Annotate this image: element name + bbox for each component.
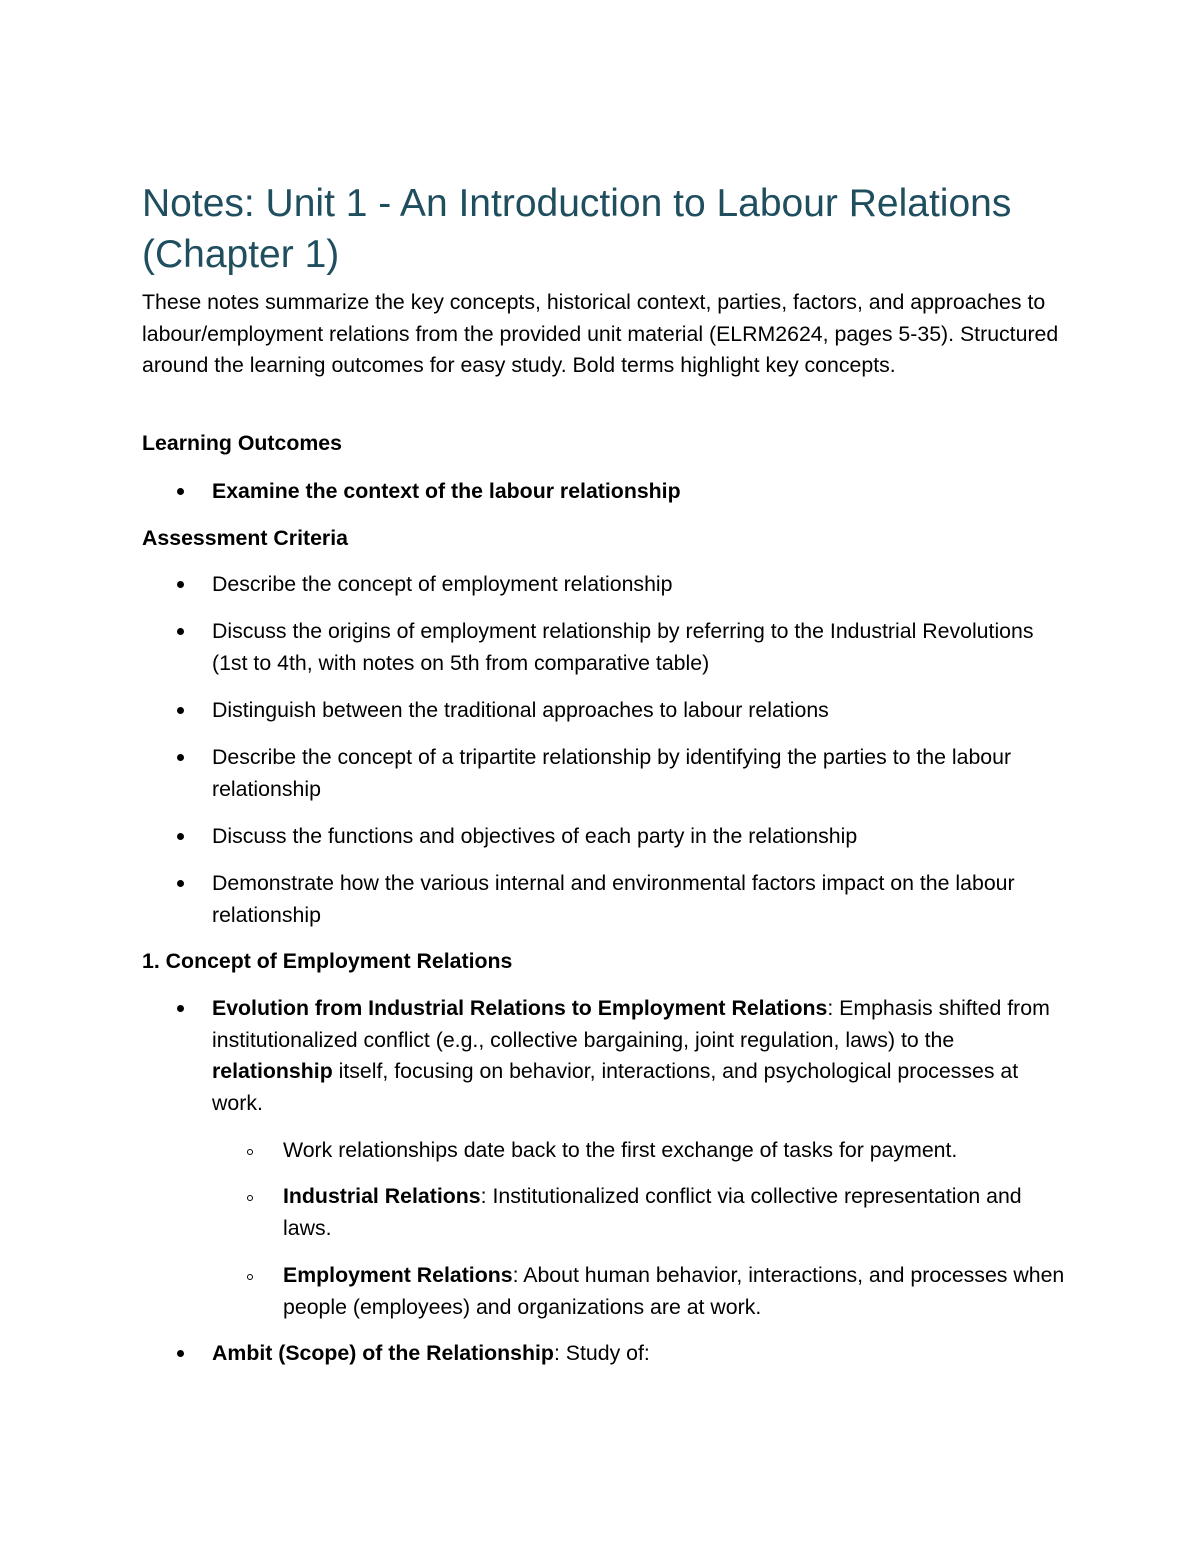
bullet-icon: [177, 628, 184, 635]
evolution-term: Evolution from Industrial Relations to Employment Relations: [212, 996, 828, 1020]
evolution-bold-term: relationship: [212, 1059, 333, 1083]
circle-bullet-icon: [247, 1195, 253, 1201]
evolution-text-a: : Emphasis shifted from institutionalized conflict (e.g., collective bargaining, joint regulation, laws) to the: [212, 996, 1050, 1052]
section-1-heading: 1. Concept of Employment Relations: [142, 949, 513, 973]
learning-outcome-item: Examine the context of the labour relationship: [212, 476, 1072, 508]
bullet-icon: [177, 1350, 184, 1357]
bullet-icon: [177, 833, 184, 840]
bullet-icon: [177, 880, 184, 887]
circle-bullet-icon: [247, 1149, 253, 1155]
bullet-icon: [177, 707, 184, 714]
sub-list-item: Work relationships date back to the first exchange of tasks for payment.: [283, 1135, 1072, 1167]
bullet-icon: [177, 754, 184, 761]
bullet-icon: [177, 488, 184, 495]
criteria-item: Discuss the origins of employment relationship by referring to the Industrial Revolutions (1st to 4th, with notes on 5th from comparative table): [212, 616, 1072, 679]
bullet-icon: [177, 1005, 184, 1012]
learning-outcomes-heading: Learning Outcomes: [142, 431, 342, 455]
evolution-item: [212, 993, 1072, 1119]
criteria-item: Distinguish between the traditional approaches to labour relations: [212, 695, 1072, 727]
intro-paragraph: These notes summarize the key concepts, historical context, parties, factors, and approaches to labour/employment relations from the provided unit material (ELRM2624, pages 5-35). Structured around the learning outcomes for easy study. Bold terms highlight key concepts.: [142, 290, 1059, 377]
criteria-item: Describe the concept of employment relationship: [212, 569, 1072, 601]
sub-list-item: Employment Relations: About human behavior, interactions, and processes when people (employees) and organizations are at work.: [283, 1260, 1072, 1323]
ambit-item: Ambit (Scope) of the Relationship: Study of:: [212, 1338, 1072, 1370]
criteria-item: Discuss the functions and objectives of each party in the relationship: [212, 821, 1072, 853]
circle-bullet-icon: [247, 1274, 253, 1280]
bullet-icon: [177, 581, 184, 588]
page-title: Notes: Unit 1 - An Introduction to Labour Relations (Chapter 1): [142, 182, 1012, 276]
assessment-criteria-heading: Assessment Criteria: [142, 526, 348, 550]
sub-list-item: Industrial Relations: Institutionalized conflict via collective representation and laws.: [283, 1181, 1072, 1244]
criteria-item: Describe the concept of a tripartite relationship by identifying the parties to the labour relationship: [212, 742, 1072, 805]
evolution-text-b: itself, focusing on behavior, interactions, and psychological processes at work.: [212, 1059, 1019, 1115]
criteria-item: Demonstrate how the various internal and environmental factors impact on the labour relationship: [212, 868, 1072, 931]
